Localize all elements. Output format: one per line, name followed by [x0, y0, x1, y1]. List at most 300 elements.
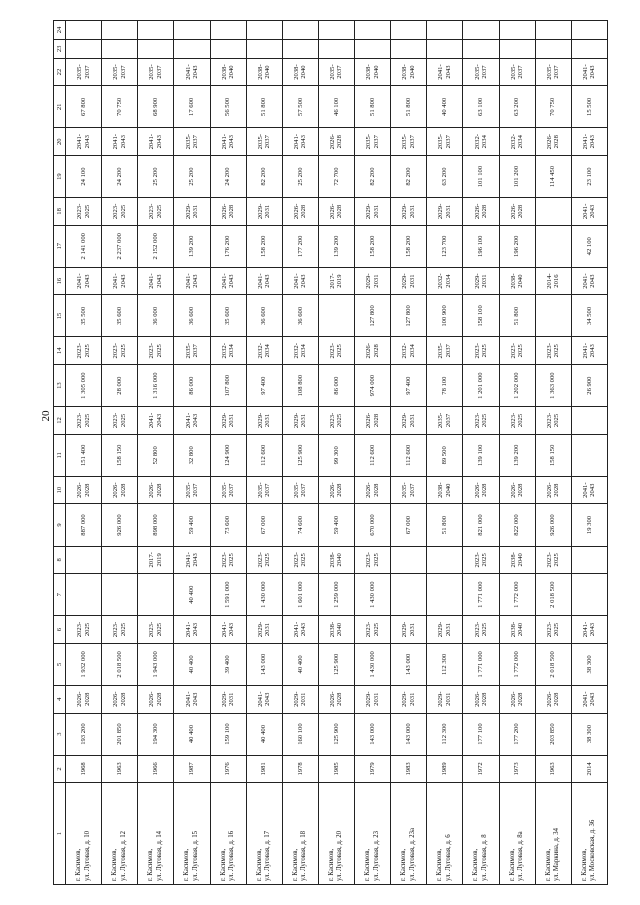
table-cell: 74 600 [282, 504, 318, 546]
table-cell: 2035- 2037 [66, 58, 102, 86]
table-cell: 38 300 [571, 643, 607, 685]
table-cell [246, 21, 282, 40]
table-cell: 926 000 [102, 504, 138, 546]
table-cell: 2023- 2025 [66, 198, 102, 226]
table-cell: 15 500 [571, 86, 607, 128]
table-cell: 59 400 [318, 504, 354, 546]
table-cell [499, 39, 535, 58]
column-number: 12 [54, 407, 66, 435]
column-number: 18 [54, 198, 66, 226]
table-cell [391, 546, 427, 574]
table-cell: 19 300 [571, 504, 607, 546]
table-cell: 1 430 000 [246, 574, 282, 616]
table-cell: 139 200 [318, 225, 354, 267]
table-cell: 89 500 [427, 434, 463, 476]
table-cell: 51 800 [391, 86, 427, 128]
table-cell: 2026- 2028 [102, 476, 138, 504]
table-cell: 35 500 [66, 295, 102, 337]
table-cell [535, 295, 571, 337]
column-number: 22 [54, 58, 66, 86]
table-cell: 139 100 [463, 434, 499, 476]
table-cell: 114 450 [535, 156, 571, 198]
table-cell: 2038- 2040 [499, 267, 535, 295]
table-cell [210, 21, 246, 40]
table-cell: 1 363 000 [535, 365, 571, 407]
table-cell: 2029- 2031 [391, 616, 427, 644]
table-cell: 2 237 000 [102, 225, 138, 267]
table-cell: 158 150 [102, 434, 138, 476]
table-cell: 40 400 [174, 574, 210, 616]
table-cell: 2026- 2028 [66, 476, 102, 504]
table-cell: 38 300 [571, 713, 607, 755]
table-row [102, 21, 138, 885]
table-cell: 1978 [282, 755, 318, 783]
table-cell [391, 21, 427, 40]
table-cell [391, 39, 427, 58]
table-cell: 2035- 2037 [391, 476, 427, 504]
table-cell: 26 900 [571, 365, 607, 407]
table-cell: 2041- 2043 [102, 128, 138, 156]
table-cell [499, 21, 535, 40]
table-cell: 194 300 [138, 713, 174, 755]
table-cell: 40 400 [427, 86, 463, 128]
table-cell: 42 100 [571, 225, 607, 267]
table-cell: 51 800 [499, 295, 535, 337]
table-cell: 56 500 [210, 86, 246, 128]
table-cell: 51 800 [427, 504, 463, 546]
table-cell [246, 39, 282, 58]
table-cell: 1979 [355, 755, 391, 783]
table-cell: 2041- 2043 [174, 267, 210, 295]
table-cell: 2038- 2040 [427, 476, 463, 504]
table-body [66, 21, 608, 885]
table-cell: 86 000 [174, 365, 210, 407]
table-cell: 887 000 [66, 504, 102, 546]
table-cell: 2 018 500 [102, 643, 138, 685]
table-cell [463, 39, 499, 58]
table-cell [66, 39, 102, 58]
table-cell: 2035- 2037 [138, 58, 174, 86]
table-cell: 2029- 2031 [174, 198, 210, 226]
table-cell: 2029- 2031 [282, 685, 318, 713]
table-cell: 2023- 2025 [102, 337, 138, 365]
table-cell: 2032- 2034 [282, 337, 318, 365]
table-cell: 2023- 2025 [102, 198, 138, 226]
table-cell [571, 574, 607, 616]
table-cell: 2041- 2043 [66, 128, 102, 156]
table-cell: 2035- 2037 [318, 58, 354, 86]
table-cell: 2032- 2034 [210, 337, 246, 365]
table-cell [571, 546, 607, 574]
table-cell: 2041- 2043 [174, 546, 210, 574]
table-cell: 2041- 2043 [246, 685, 282, 713]
table-cell: 143 000 [391, 713, 427, 755]
table-cell: 2026- 2028 [355, 476, 391, 504]
table-cell: 1 771 000 [463, 643, 499, 685]
table-cell: 2023- 2025 [463, 616, 499, 644]
table-cell: 2026- 2028 [535, 128, 571, 156]
table-cell: 2029- 2031 [355, 198, 391, 226]
table-cell: 2023- 2025 [355, 546, 391, 574]
table-cell [427, 39, 463, 58]
table-cell [138, 574, 174, 616]
address-cell: г. Касимов, ул. Луговая, д. 10 [66, 783, 102, 885]
table-cell: 2023- 2025 [499, 337, 535, 365]
column-number: 6 [54, 616, 66, 644]
table-cell: 2026- 2028 [138, 476, 174, 504]
table-cell: 2023- 2025 [138, 337, 174, 365]
table-cell: 2041- 2043 [571, 58, 607, 86]
table-cell: 1 202 000 [499, 365, 535, 407]
table-cell: 160 100 [282, 713, 318, 755]
table-cell: 17 600 [174, 86, 210, 128]
table-cell: 1 316 000 [138, 365, 174, 407]
table-cell: 2041- 2043 [571, 337, 607, 365]
table-row [499, 21, 535, 885]
table-cell: 51 800 [355, 86, 391, 128]
table-cell: 2038- 2040 [499, 546, 535, 574]
table-cell: 159 100 [210, 713, 246, 755]
table-cell: 36 600 [174, 295, 210, 337]
table-cell: 36 600 [282, 295, 318, 337]
table-cell: 1963 [102, 755, 138, 783]
table-cell: 2041- 2043 [210, 616, 246, 644]
table-cell: 158 100 [463, 295, 499, 337]
table-cell [463, 21, 499, 40]
table-cell: 2032- 2034 [246, 337, 282, 365]
table-cell: 2017- 2019 [318, 267, 354, 295]
table-cell: 86 000 [318, 365, 354, 407]
table-cell: 2026- 2028 [318, 198, 354, 226]
table-cell [535, 225, 571, 267]
table-cell: 101 100 [463, 156, 499, 198]
table-cell: 112 600 [355, 434, 391, 476]
table-row [571, 21, 607, 885]
column-number: 10 [54, 476, 66, 504]
table-cell: 2035- 2037 [210, 476, 246, 504]
table-cell: 2017- 2019 [138, 546, 174, 574]
table-cell: 2023- 2025 [102, 407, 138, 435]
table-cell [355, 39, 391, 58]
table-cell: 2041- 2043 [174, 407, 210, 435]
column-number: 13 [54, 365, 66, 407]
table-cell: 1 305 000 [66, 365, 102, 407]
table-cell: 670 000 [355, 504, 391, 546]
column-number: 21 [54, 86, 66, 128]
address-cell: г. Касимов, ул. Луговая, д. 8а [499, 783, 535, 885]
table-cell: 2026- 2028 [499, 198, 535, 226]
table-cell: 57 500 [282, 86, 318, 128]
table-cell: 32 800 [174, 434, 210, 476]
address-cell: г. Касимов, ул. Луговая, д. 16 [210, 783, 246, 885]
table-cell: 2026- 2028 [535, 476, 571, 504]
table-cell: 2026- 2028 [138, 685, 174, 713]
table-cell: 73 600 [210, 504, 246, 546]
table-cell: 1 772 000 [499, 643, 535, 685]
table-cell: 2041- 2043 [138, 267, 174, 295]
table-cell [138, 21, 174, 40]
table-cell: 2035- 2037 [102, 58, 138, 86]
table-cell: 112 600 [391, 434, 427, 476]
column-number: 24 [54, 21, 66, 40]
table-cell: 2038- 2040 [318, 616, 354, 644]
table-cell: 2038- 2040 [355, 58, 391, 86]
table-cell: 2023- 2025 [355, 616, 391, 644]
table-cell [102, 21, 138, 40]
table-row [282, 21, 318, 885]
address-cell: г. Касимов, ул. Луговая, д. 8 [463, 783, 499, 885]
table-cell: 2038- 2040 [318, 546, 354, 574]
table-cell: 2026- 2028 [463, 476, 499, 504]
table-cell: 40 400 [246, 713, 282, 755]
table-cell: 2041- 2043 [571, 267, 607, 295]
table-cell: 24 200 [102, 156, 138, 198]
table-cell: 2023- 2025 [535, 616, 571, 644]
column-number: 1 [54, 783, 66, 885]
table-cell: 124 900 [210, 434, 246, 476]
table-cell: 139 200 [174, 225, 210, 267]
table-cell: 36 000 [138, 295, 174, 337]
table-cell: 99 300 [318, 434, 354, 476]
table-cell: 100 900 [427, 295, 463, 337]
table-cell: 822 000 [499, 504, 535, 546]
table-cell: 143 000 [355, 713, 391, 755]
table-row [318, 21, 354, 885]
table-cell: 2029- 2031 [391, 407, 427, 435]
table-row [463, 21, 499, 885]
table-cell: 2041- 2043 [138, 128, 174, 156]
table-cell: 2035- 2037 [427, 407, 463, 435]
table-cell: 67 800 [66, 86, 102, 128]
table-cell: 125 900 [318, 643, 354, 685]
table-cell [318, 295, 354, 337]
table-cell: 2041- 2043 [210, 267, 246, 295]
table-cell: 2 018 500 [535, 574, 571, 616]
column-number: 8 [54, 546, 66, 574]
table-cell: 196 200 [499, 225, 535, 267]
table-cell: 39 400 [210, 643, 246, 685]
table-cell: 2026- 2028 [463, 198, 499, 226]
table-row [210, 21, 246, 885]
table-cell: 2032- 2034 [391, 337, 427, 365]
table-cell: 1 601 000 [282, 574, 318, 616]
table-cell: 2041- 2043 [174, 58, 210, 86]
table-cell: 2023- 2025 [318, 337, 354, 365]
table-cell: 123 700 [427, 225, 463, 267]
table-cell [535, 39, 571, 58]
table-cell: 51 800 [246, 86, 282, 128]
table-cell: 177 100 [463, 713, 499, 755]
column-number: 4 [54, 685, 66, 713]
table-cell: 2026- 2028 [499, 685, 535, 713]
table-cell: 1 943 000 [138, 643, 174, 685]
table-cell: 2029- 2031 [427, 685, 463, 713]
table-cell: 2023- 2025 [246, 546, 282, 574]
table-cell: 1983 [391, 755, 427, 783]
column-number: 16 [54, 267, 66, 295]
table-cell: 2 141 000 [66, 225, 102, 267]
table-cell: 68 900 [138, 86, 174, 128]
address-cell: г. Касимов, ул. Луговая, д. 18 [282, 783, 318, 885]
table-cell [66, 546, 102, 574]
table-cell [571, 407, 607, 435]
table-cell [210, 39, 246, 58]
table-cell: 2029- 2031 [282, 407, 318, 435]
table-cell: 2026- 2028 [318, 128, 354, 156]
table-cell: 2035- 2037 [174, 476, 210, 504]
column-number: 3 [54, 713, 66, 755]
table-cell: 1 772 000 [499, 574, 535, 616]
table-cell: 125 900 [318, 713, 354, 755]
table-cell [427, 546, 463, 574]
table-cell: 2023- 2025 [463, 407, 499, 435]
table-cell: 151 400 [66, 434, 102, 476]
address-cell: г. Касимов, ул. Луговая, д. 20 [318, 783, 354, 885]
table-cell: 40 400 [174, 643, 210, 685]
table-cell: 2023- 2025 [66, 337, 102, 365]
column-number: 19 [54, 156, 66, 198]
table-cell: 2035- 2037 [174, 337, 210, 365]
table-cell: 898 000 [138, 504, 174, 546]
table-cell: 1963 [535, 755, 571, 783]
table-cell [102, 39, 138, 58]
column-number: 2 [54, 755, 66, 783]
table-cell: 1968 [66, 755, 102, 783]
column-number: 23 [54, 39, 66, 58]
table-cell: 2035- 2037 [391, 128, 427, 156]
table-cell: 2041- 2043 [571, 685, 607, 713]
table-cell: 2026- 2028 [355, 337, 391, 365]
address-cell: г. Касимов, ул. Луговая, д. 17 [246, 783, 282, 885]
table-cell: 2035- 2037 [463, 58, 499, 86]
table-cell: 72 700 [318, 156, 354, 198]
table-cell: 2041- 2043 [282, 128, 318, 156]
table-cell: 67 000 [391, 504, 427, 546]
column-number: 11 [54, 434, 66, 476]
table-cell: 63 200 [427, 156, 463, 198]
table-cell: 193 200 [66, 713, 102, 755]
table-cell: 107 800 [210, 365, 246, 407]
table-cell [102, 546, 138, 574]
table-cell: 2041- 2043 [246, 267, 282, 295]
table-cell: 2023- 2025 [138, 616, 174, 644]
table-cell: 2035- 2037 [499, 58, 535, 86]
table-cell [571, 39, 607, 58]
table-cell [427, 21, 463, 40]
table-cell: 40 400 [174, 713, 210, 755]
table-cell: 2026- 2028 [66, 685, 102, 713]
table-cell: 2038- 2040 [210, 58, 246, 86]
table-cell: 2029- 2031 [210, 685, 246, 713]
table-cell: 1 591 000 [210, 574, 246, 616]
table-cell: 2035- 2037 [355, 128, 391, 156]
table-cell: 2038- 2040 [246, 58, 282, 86]
table-row [391, 21, 427, 885]
table-cell: 2023- 2025 [102, 616, 138, 644]
address-cell: г. Касимов, ул. Луговая, д. 15 [174, 783, 210, 885]
table-cell: 158 150 [535, 434, 571, 476]
table-cell: 2041- 2043 [210, 128, 246, 156]
table-cell: 2023- 2025 [66, 616, 102, 644]
table-cell: 2023- 2025 [210, 546, 246, 574]
table-cell: 1976 [210, 755, 246, 783]
table-cell [535, 21, 571, 40]
table-cell: 2014- 2016 [535, 267, 571, 295]
column-number: 5 [54, 643, 66, 685]
table-cell: 2041- 2043 [571, 198, 607, 226]
table-cell: 112 300 [427, 643, 463, 685]
table-cell: 158 200 [355, 225, 391, 267]
table-cell: 158 200 [391, 225, 427, 267]
table-cell: 2038- 2040 [499, 616, 535, 644]
table-cell: 926 000 [535, 504, 571, 546]
table-cell: 2023- 2025 [463, 337, 499, 365]
table-cell: 203 850 [535, 713, 571, 755]
table-cell: 2029- 2031 [391, 267, 427, 295]
table-cell: 177 200 [282, 225, 318, 267]
table-cell: 2026- 2028 [463, 685, 499, 713]
table-cell: 143 000 [391, 643, 427, 685]
address-cell: г. Касимов, ул. Луговая, д. 23 [355, 783, 391, 885]
table-cell: 40 400 [282, 643, 318, 685]
table-row [174, 21, 210, 885]
table-cell: 25 200 [174, 156, 210, 198]
table-cell: 2041- 2043 [282, 267, 318, 295]
table-cell: 25 200 [282, 156, 318, 198]
address-cell: г. Касимов, ул. Луговая, д. 14 [138, 783, 174, 885]
table-cell: 2026- 2028 [210, 198, 246, 226]
table-cell [391, 574, 427, 616]
table-cell: 2029- 2031 [427, 198, 463, 226]
table-cell [318, 21, 354, 40]
table-cell: 2023- 2025 [535, 337, 571, 365]
table-cell: 2026- 2028 [499, 476, 535, 504]
table-cell: 2029- 2031 [391, 685, 427, 713]
table-cell: 2035- 2037 [246, 128, 282, 156]
table-cell: 2023- 2025 [499, 407, 535, 435]
table-cell [282, 21, 318, 40]
table-cell: 2035- 2037 [174, 128, 210, 156]
table-cell: 63 100 [463, 86, 499, 128]
table-cell: 2032- 2034 [463, 128, 499, 156]
table-cell [102, 574, 138, 616]
table-cell: 2023- 2025 [282, 546, 318, 574]
table-cell: 2029- 2031 [246, 616, 282, 644]
table-cell: 25 200 [138, 156, 174, 198]
table-cell: 974 000 [355, 365, 391, 407]
table-cell: 1966 [138, 755, 174, 783]
table-cell: 70 750 [102, 86, 138, 128]
table-cell [571, 21, 607, 40]
table-cell: 35 600 [210, 295, 246, 337]
table-cell: 23 100 [571, 156, 607, 198]
column-number: 17 [54, 225, 66, 267]
table-cell [318, 39, 354, 58]
table-cell: 63 200 [499, 86, 535, 128]
table-cell: 1 259 000 [318, 574, 354, 616]
table-cell: 177 200 [499, 713, 535, 755]
table-cell: 24 100 [66, 156, 102, 198]
table-cell: 108 800 [282, 365, 318, 407]
table-cell: 1972 [463, 755, 499, 783]
table-cell: 2029- 2031 [463, 267, 499, 295]
table-cell [535, 198, 571, 226]
table-cell: 2041- 2043 [427, 58, 463, 86]
table-cell: 2 152 000 [138, 225, 174, 267]
table-cell: 101 200 [499, 156, 535, 198]
table-cell: 52 800 [138, 434, 174, 476]
table-cell: 2026- 2028 [355, 407, 391, 435]
